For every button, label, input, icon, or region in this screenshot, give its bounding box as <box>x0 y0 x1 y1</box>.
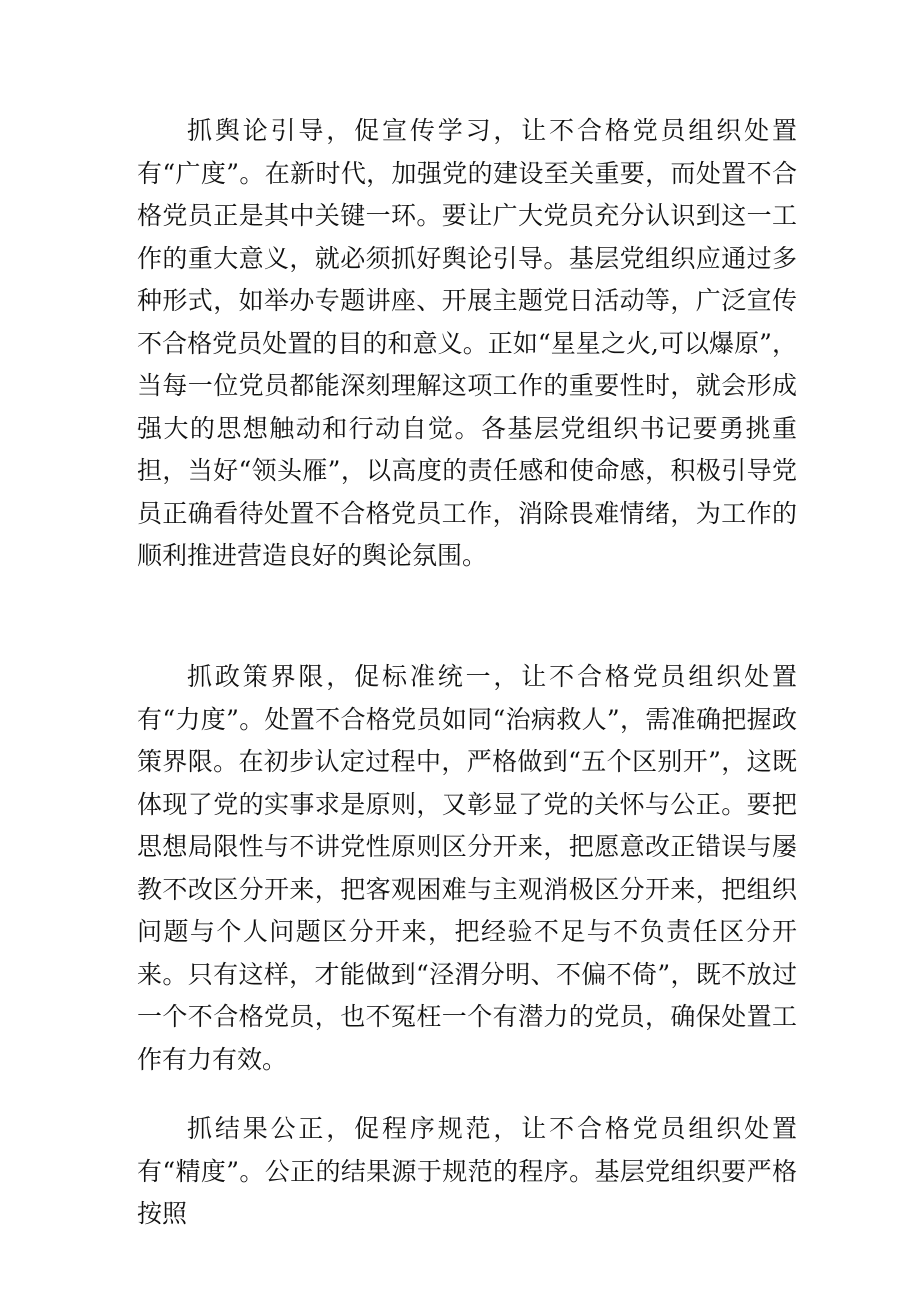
paragraph-policy-boundaries: 抓政策界限，促标准统一，让不合格党员组织处置有“力度”。处置不合格党员如同“治病救人”，需准确把握政策界限。在初步认定过程中，严格做到“五个区别开”，这既体现了党的实事求是原则，又彰显了党的关怀与公正。要把思想局限性与不讲党性原则区分开来，把愿意改正错误与屡教不改区分开来，把客观困难与主观消极区分开来，把组织问题与个人问题区分开来，把经验不足与不负责任区分开来。只有这样，才能做到“泾渭分明、不偏不倚”，既不放过一个不合格党员，也不冤枉一个有潜力的党员，确保处置工作有力有效。 <box>137 662 797 1074</box>
paragraph-block-2 <box>137 656 797 1081</box>
paragraph-block-1 <box>137 110 797 578</box>
paragraph-fair-results: 抓结果公正，促程序规范，让不合格党员组织处置有“精度”。公正的结果源于规范的程序。基层党组织要严格按照 <box>137 1114 797 1228</box>
paragraph-public-opinion: 抓舆论引导，促宣传学习，让不合格党员组织处置有“广度”。在新时代，加强党的建设至关重要，而处置不合格党员正是其中关键一环。要让广大党员充分认识到这一工作的重大意义，就必须抓好舆论引导。基层党组织应通过多种形式，如举办专题讲座、开展主题党日活动等，广泛宣传不合格党员处置的目的和意义。正如“星星之火,可以爆原”，当每一位党员都能深刻理解这项工作的重要性时，就会形成强大的思想触动和行动自觉。各基层党组织书记要勇挑重担，当好“领头雁”，以高度的责任感和使命感，积极引导党员正确看待处置不合格党员工作，消除畏难情绪，为工作的顺利推进营造良好的舆论氛围。 <box>137 116 797 570</box>
paragraph-block-3 <box>137 1108 797 1236</box>
